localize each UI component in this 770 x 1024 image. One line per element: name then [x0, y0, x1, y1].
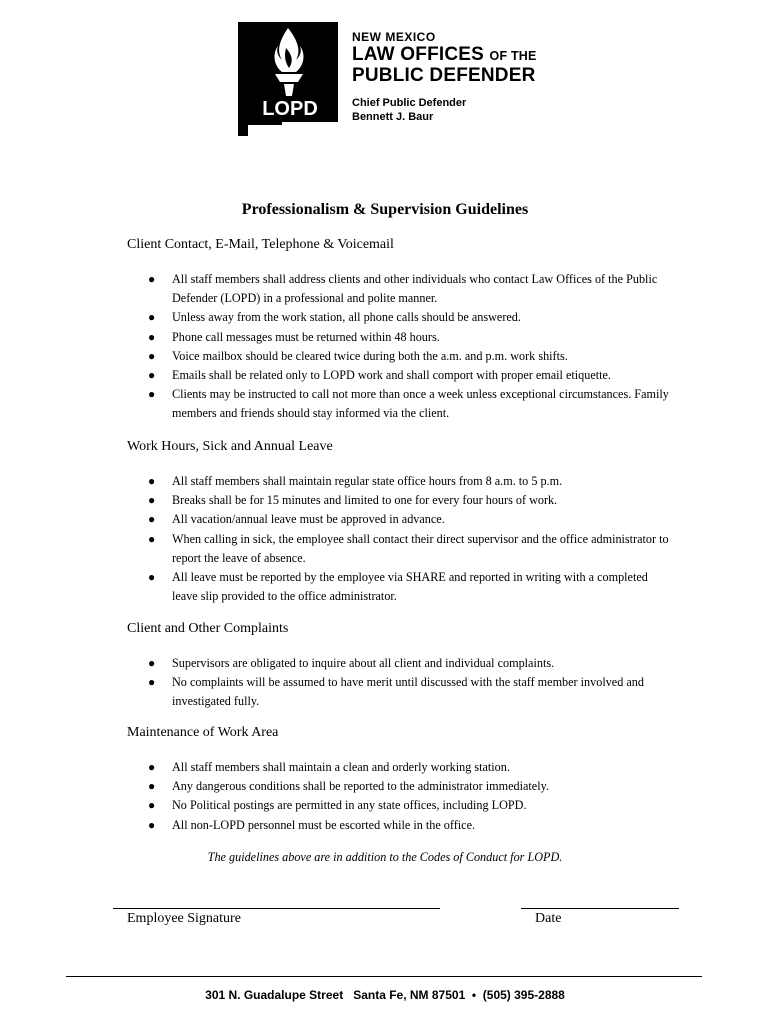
employee-signature-label: Employee Signature: [127, 911, 241, 926]
list-item: [0, 347, 770, 366]
list-item-text: All vacation/annual leave must be approved in advance.: [172, 512, 445, 527]
footnote: The guidelines above are in addition to the Codes of Conduct for LOPD.: [207, 850, 563, 864]
list-item: [0, 530, 770, 568]
bullet-icon: ●: [148, 310, 156, 325]
bullet-icon: ●: [148, 272, 156, 286]
header-chief-name: Bennett J. Baur: [352, 111, 434, 123]
list-item: [0, 366, 770, 385]
list-item: [0, 328, 770, 347]
bullet-icon: ●: [148, 531, 156, 546]
list-item: [0, 510, 770, 529]
list-item-text: Emails shall be related only to LOPD work and shall comport with proper email etiquette.: [172, 368, 611, 383]
bullet-icon: ●: [148, 329, 156, 344]
bullet-icon: ●: [148, 512, 156, 527]
bullet-icon: ●: [148, 493, 156, 508]
list-item-text: All staff members shall maintain a clean and orderly working station.: [172, 760, 510, 774]
header-org-line1-small: OF THE: [489, 49, 537, 63]
logo-text: LOPD: [262, 98, 318, 120]
section-heading: Client and Other Complaints: [127, 621, 289, 636]
list-item: [0, 568, 770, 606]
list-item-text: When calling in sick, the employee shall contact their direct supervisor and the office administrator to report the leave of absence.: [172, 531, 669, 565]
list-item-text: Phone call messages must be returned within 48 hours.: [172, 329, 440, 344]
bullet-icon: ●: [148, 387, 156, 402]
employee-signature-line[interactable]: [113, 908, 440, 909]
list-item: [0, 673, 770, 711]
list-item-text: Breaks shall be for 15 minutes and limited to one for every four hours of work.: [172, 493, 558, 508]
list-item-text: Voice mailbox should be cleared twice during both the a.m. and p.m. work shifts.: [172, 348, 568, 363]
bullet-list: [0, 758, 770, 835]
list-item-text: All staff members shall address clients and other individuals who contact Law Offices of the Public Defender (LOPD) in a professional and polite manner.: [172, 272, 658, 306]
list-item: [0, 491, 770, 510]
footer-divider: [66, 976, 702, 977]
header-state: NEW MEXICO: [352, 30, 436, 44]
list-item: [0, 308, 770, 327]
bullet-icon: ●: [148, 817, 156, 832]
bullet-icon: ●: [148, 760, 156, 774]
header-chief-title: Chief Public Defender: [352, 97, 467, 109]
bullet-icon: ●: [148, 798, 156, 813]
list-item: [0, 472, 770, 491]
list-item-text: No Political postings are permitted in any state offices, including LOPD.: [172, 798, 527, 813]
footer-address: 301 N. Guadalupe Street Santa Fe, NM 87501 • (505) 395-2888: [205, 988, 565, 1002]
header-org-line1: [352, 44, 537, 66]
list-item-text: All staff members shall maintain regular state office hours from 8 a.m. to 5 p.m.: [172, 474, 563, 488]
header-org-line1-big: LAW OFFICES: [352, 44, 485, 65]
section-heading: Work Hours, Sick and Annual Leave: [127, 439, 333, 454]
list-item: [0, 654, 770, 673]
header-org-line2: PUBLIC DEFENDER: [352, 65, 536, 86]
bullet-icon: ●: [148, 656, 156, 670]
bullet-icon: ●: [148, 570, 156, 585]
date-line[interactable]: [521, 908, 679, 909]
list-item: [0, 816, 770, 835]
bullet-list: [0, 472, 770, 606]
list-item: [0, 777, 770, 796]
bullet-icon: ●: [148, 368, 156, 383]
date-label: Date: [535, 911, 562, 926]
list-item-text: All leave must be reported by the employee via SHARE and reported in writing with a completed leave slip provided to the office administrator.: [172, 570, 648, 604]
list-item: [0, 385, 770, 423]
section-heading: Client Contact, E-Mail, Telephone & Voicemail: [127, 237, 394, 252]
bullet-icon: ●: [148, 779, 156, 794]
list-item-text: Unless away from the work station, all phone calls should be answered.: [172, 310, 521, 325]
list-item-text: All non-LOPD personnel must be escorted while in the office.: [172, 817, 476, 832]
document-title: Professionalism & Supervision Guidelines: [241, 201, 529, 218]
lopd-logo: [238, 22, 342, 136]
list-item-text: Supervisors are obligated to inquire about all client and individual complaints.: [172, 656, 555, 670]
bullet-icon: ●: [148, 348, 156, 363]
list-item: [0, 270, 770, 308]
list-item: [0, 758, 770, 777]
list-item: [0, 796, 770, 815]
bullet-list: [0, 654, 770, 712]
list-item-text: No complaints will be assumed to have merit until discussed with the staff member involved and investigated fully.: [172, 675, 644, 709]
list-item-text: Clients may be instructed to call not more than once a week unless exceptional circumstances. Family members and friends should stay informed via the client.: [172, 387, 669, 421]
bullet-list: [0, 270, 770, 424]
bullet-icon: ●: [148, 474, 156, 488]
section-heading: Maintenance of Work Area: [127, 725, 279, 740]
bullet-icon: ●: [148, 675, 156, 690]
list-item-text: Any dangerous conditions shall be reported to the administrator immediately.: [172, 779, 549, 794]
